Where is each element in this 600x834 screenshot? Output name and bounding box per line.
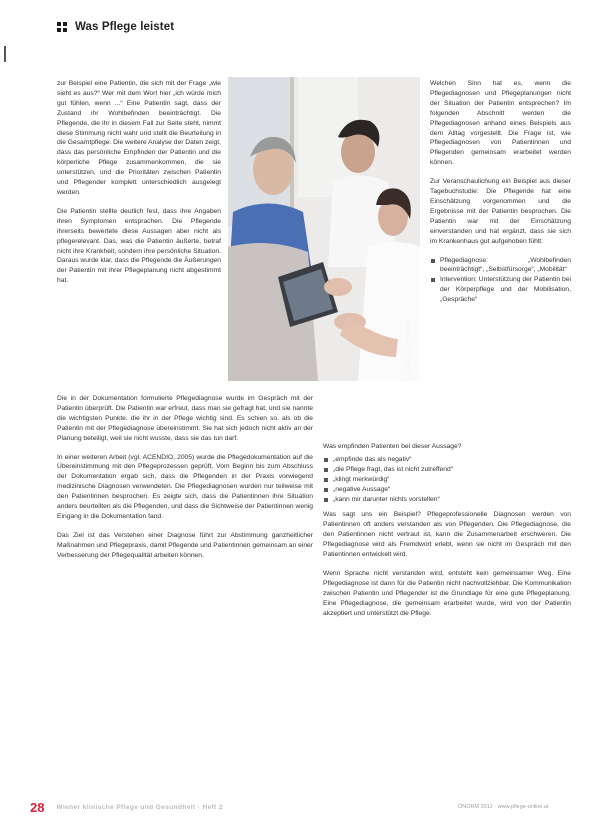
paragraph: Die Patientin stellte deutlich fest, dass ihre Angaben ihren Symptomen entsprachen. Die Pflegende ihrerseits bewertete diese Aussagen aber nicht als pflegerelevant. Das, was die Patientin äußerte, betraf nicht ihre Krankheit, sondern ihre persönliche Situation. Daraus wurde klar, dass die Pflegende die Äußerungen der Patientin mit ihrer Pflegeplanung nicht abgestimmt hat.	[57, 207, 221, 285]
article-photo	[228, 77, 420, 381]
footer-info: ÖNORM 2012 · www.pflege-online.at	[458, 804, 549, 810]
left-column	[57, 79, 221, 295]
paragraph: Die in der Dokumentation formulierte Pflegediagnose wurde im Gespräch mit der Patientin überprüft. Die Patientin war erfreut, dass man sie gefragt hat, und sie nannte die wichtigsten Punkte, die ihr in der Pflege wichtig sind. Es schien so, als ob die Patientin mit der Pflegediagnose übereinstimmt. Sie hat sich jedoch nicht aktiv an der Planung beteiligt, weil sie nicht wusste, dass sie das tun darf.	[57, 395, 313, 442]
paragraph: Zur Veranschaulichung ein Beispiel aus dieser Tagebuchstudie: Die Pflegende hat eine Einschätzung vorgenommen und die Ergebnisse mit der Patientin besprochen. Die Patientin war mit der Einschätzung einverstanden und hat ergänzt, dass sie sich im Krankenhaus gut aufgehoben fühlt:	[430, 178, 571, 245]
list-item: „die Pflege fragt, das ist nicht zutreffend“	[323, 465, 571, 475]
page-header	[57, 20, 174, 34]
full-width-text	[57, 394, 313, 570]
bullet-list	[430, 256, 571, 306]
right-lower-column	[323, 442, 571, 628]
list-item: „empfinde das als negativ“	[323, 455, 571, 465]
question-heading: Was empfinden Patienten bei dieser Aussage?	[323, 443, 462, 450]
list-item: Intervention: Unterstützung der Patientin bei der Körperpflege und der Mobilisation, „Gespräche“	[430, 275, 571, 305]
list-item: „klingt merkwürdig“	[323, 475, 571, 485]
paragraph: Was sagt uns ein Beispiel? Pflegeprofessionelle Diagnosen werden von Patientinnen oft anders verstanden als von Pflegenden. Die Pflegediagnose, die den Patientinnen nicht vertraut ist, kann die Zusammenarbeit erschweren. Die Pflegediagnose wird als Fremdwort erlebt, wenn sie nicht im Gespräch mit den Patientinnen entwickelt wird.	[323, 511, 571, 559]
page-footer	[30, 800, 590, 814]
list-item: „kann mir darunter nichts vorstellen“	[323, 495, 571, 505]
right-column	[430, 79, 571, 311]
page-number: 28	[30, 799, 45, 815]
journal-title: Wiener klinische Pflege und Gesundheit · Heft 2	[56, 803, 223, 811]
paragraph: Welchen Sinn hat es, wenn die Pflegediagnosen und Pflegeplanungen nicht der Situation der Patientin entsprechen? Im folgenden Abschnitt werden die Pflegediagnosen anhand eines Beispiels aus dem Alltag vorgestellt. Die Frage ist, wie Pflegediagnosen von Patientinnen und Pflegenden gemeinsam erarbeitet werden können.	[430, 80, 571, 167]
list-item: „negative Aussage“	[323, 485, 571, 495]
paragraph: Das Ziel ist das Verstehen einer Diagnose führt zur Abstimmung ganzheitlicher Maßnahmen und Pflegepraxis, damit Pflegende und Patientinnen gemeinsam an einer Verbesserung der Pflegequalität arbeiten können.	[57, 531, 313, 559]
paragraph: zur Beispiel eine Patientin, die sich mit der Frage „wie sieht es aus?“ Wer mit dem Wort hier „ich würde mich gut fühlen, wenn ...“ Eine Patientin sagt, dass der Zustand ihr Wohlbefinden beeinträchtigt. Die Pflegende, die ihr in diesem Fall zur Seite steht, nimmt diese Stimmung nicht wahr und stellt die Beurteilung in die Gesamtpflege. Die weitere Analyse der Daten zeigt, dass das persönliche Empfinden der Patientin und die körperliche Pflege zusammenkommen, die sie unterstützen, und die Prioritäten zwischen Patientin und Pflegender komplett unterschiedlich ausgelegt werden.	[57, 80, 221, 196]
section-title: Was Pflege leistet	[75, 21, 175, 33]
paragraph: Wenn Sprache nicht verstanden wird, entsteht kein gemeinsamer Weg. Eine Pflegediagnose ist dann für die Patientin nicht nachvollziehbar. Die Kommunikation zwischen Patientin und Pflegender ist die Grundlage für eine gute Pflegeplanung. Eine Pflegediagnose, die gemeinsam erarbeitet wurde, wird von der Patientin akzeptiert und unterstützt die Pflege.	[323, 569, 571, 617]
paragraph: In einer weiteren Arbeit (vgl. ACENDIO, 2005) wurde die Pflegedokumentation auf die Übereinstimmung mit den Pflegeprozessen geprüft. Vom Beginn bis zum Abschluss der Dokumentation ergab sich, dass die Pflegenden in der Praxis vorwiegend medizinische Diagnosen verwendeten. Die Pflegediagnosen wurden nur teilweise mit den Patientinnen besprochen. Es zeigte sich, dass die Patientinnen ihre Situation anders beurteilten als die Pflegenden, und dass die Sichtweise der Patientinnen wenig Eingang in die Dokumentation fand.	[57, 453, 313, 520]
photo-credit: Foto: © E. Ehlin, Photodisc	[406, 320, 412, 380]
bleed-mark	[4, 46, 6, 62]
quote-list	[323, 455, 571, 505]
grid-dots-icon	[57, 22, 67, 32]
list-item: Pflegediagnose: „Wohlbefinden beeinträchtigt“, „Selbstfürsorge“, „Mobilität“	[430, 256, 571, 276]
